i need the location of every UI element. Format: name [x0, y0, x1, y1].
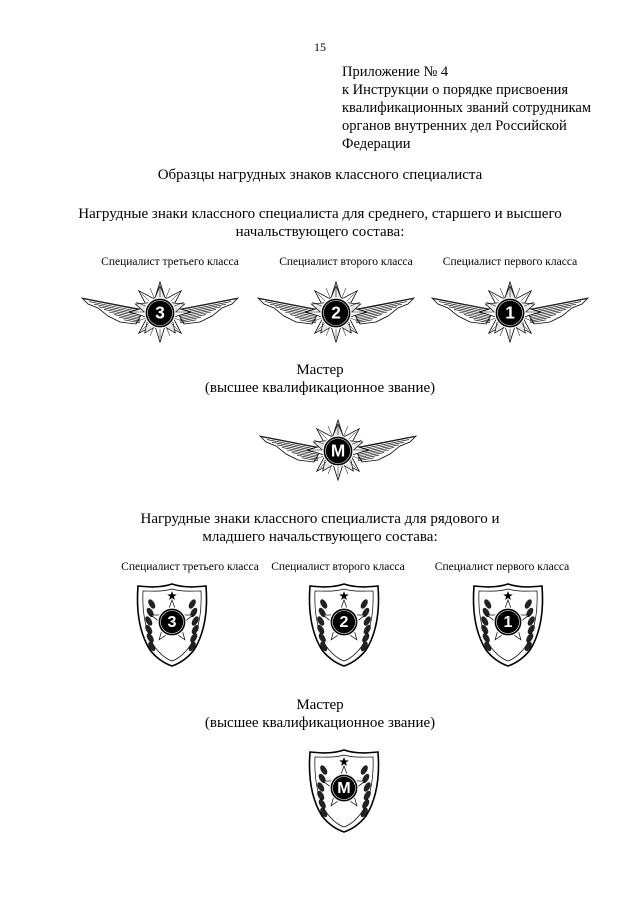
badge-senior-second-class — [256, 280, 416, 350]
badge-junior-third-class — [134, 582, 210, 668]
senior-caption-first: Специалист первого класса — [442, 256, 578, 268]
junior-caption-first: Специалист первого класса — [434, 561, 570, 573]
badge-junior-first-class — [470, 582, 546, 668]
badge-senior-first-class — [430, 280, 590, 350]
appendix-reference: Приложение № 4 к Инструкции о порядке присвоения квалификационных званий сотрудникам органов внутренних дел Российской Федерации — [342, 64, 592, 152]
junior-caption-third: Специалист третьего класса — [121, 561, 259, 573]
badge-junior-second-class — [306, 582, 382, 668]
badge-senior-master — [258, 418, 418, 488]
senior-staff-heading: Нагрудные знаки классного специалиста для среднего, старшего и высшего начальствующего состава: — [78, 206, 562, 240]
badge-glyph: 3 — [155, 302, 165, 323]
badge-glyph: 2 — [331, 302, 341, 323]
badge-glyph: М — [337, 779, 351, 798]
badge-glyph: 1 — [505, 302, 515, 323]
badge-glyph: М — [330, 440, 346, 461]
junior-caption-second: Специалист второго класса — [271, 561, 405, 573]
badge-glyph: 3 — [167, 613, 177, 632]
badge-junior-master — [306, 748, 382, 834]
page-number: 15 — [314, 40, 326, 54]
senior-caption-third: Специалист третьего класса — [101, 256, 239, 268]
document-title: Образцы нагрудных знаков классного специалиста — [157, 167, 483, 183]
junior-master-label: Мастер (высшее квалификационное звание) — [204, 697, 436, 731]
badge-glyph: 2 — [339, 613, 349, 632]
badge-glyph: 1 — [503, 613, 513, 632]
senior-master-label: Мастер (высшее квалификационное звание) — [204, 362, 436, 396]
badge-senior-third-class — [80, 280, 240, 350]
junior-staff-heading: Нагрудные знаки классного специалиста для рядового и младшего начальствующего состава: — [140, 511, 500, 545]
senior-caption-second: Специалист второго класса — [279, 256, 413, 268]
